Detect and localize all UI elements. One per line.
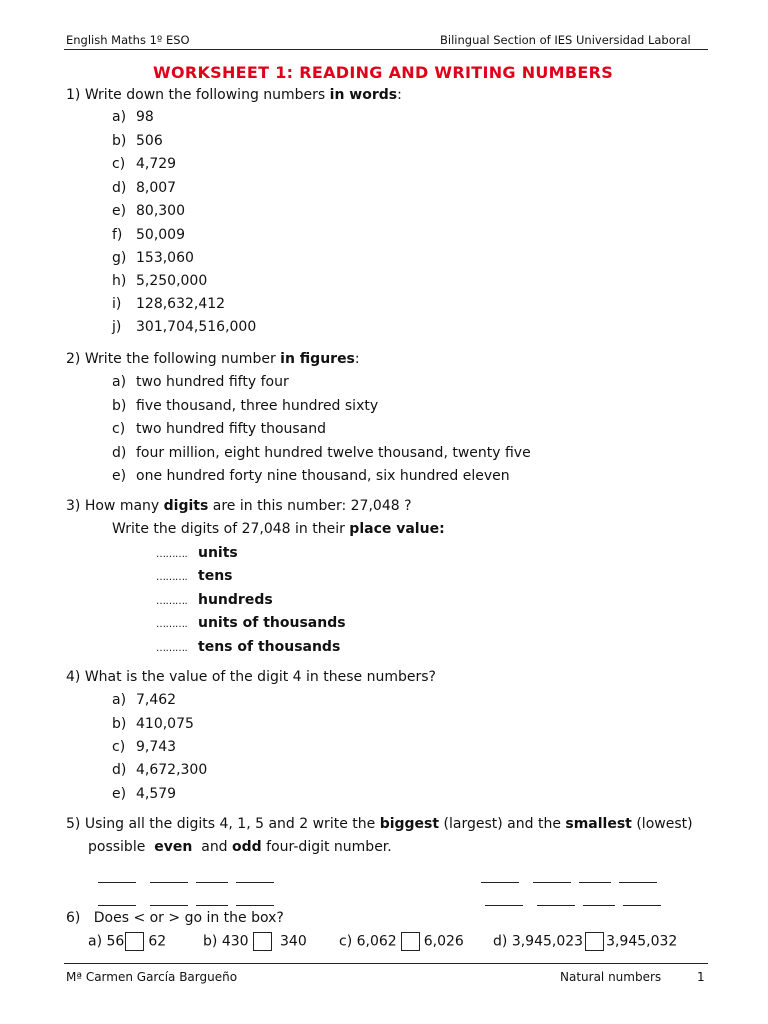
item-value: 410,075 [136,716,194,732]
item-label: c) [112,739,126,755]
q2-item [112,445,531,461]
place-value-line [156,568,233,584]
q2-number: 2) [66,351,81,367]
left-value: 430 [221,933,249,950]
item-label: c) [112,421,126,437]
item-value: two hundred fifty thousand [136,421,327,437]
q4-number: 4) [66,669,81,685]
q5-prompt-line1 [66,816,693,832]
q1-item [112,180,176,196]
q5-biggest: biggest [379,816,440,832]
item-value: 8,007 [136,180,177,196]
q1-prompt [66,87,402,103]
q1-item [112,319,256,335]
q1-item [112,296,225,312]
q3-sub-text: Write the digits of 27,048 in their [112,521,345,537]
q3-subprompt [112,521,445,537]
header-left: English Maths 1º ESO [66,33,190,47]
item-label: e) [112,468,127,484]
dots: ………. [156,619,188,630]
place-label: units [198,545,238,561]
footer-topic: Natural numbers [560,970,662,984]
q2-item [112,421,326,437]
dots: ………. [156,643,188,654]
q5-odd: odd [232,839,262,855]
answer-blanks-smallest-right[interactable] [485,897,661,913]
item-label: h) [112,273,127,289]
q4-text: What is the value of the digit 4 in these numbers? [84,669,436,685]
left-value: 6,062 [356,933,397,950]
item-value: 4,579 [136,786,177,802]
right-value: 3,945,032 [606,933,678,950]
q2-item [112,468,510,484]
item-value: 9,743 [136,739,177,755]
q3-text: How many [84,498,160,514]
q6-item-b [203,932,307,951]
item-value: 50,009 [136,227,185,243]
q6-number: 6) [66,910,81,926]
q6-item-d [493,932,677,951]
item-label: d) [112,762,127,778]
q2-prompt [66,351,360,367]
item-value: 7,462 [136,692,177,708]
answer-box[interactable] [585,932,604,951]
item-label: i) [112,296,122,312]
q6-text: Does < or > go in the box? [93,910,284,926]
q1-item [112,250,194,266]
item-label: e) [112,786,127,802]
q4-item [112,762,207,778]
place-label: tens [198,568,233,584]
q2-item [112,398,378,414]
header-rule [64,49,708,50]
q4-item [112,739,176,755]
page-number: 1 [697,970,705,984]
q4-item [112,692,176,708]
q6-item-c [339,932,464,951]
q5-prompt-line2 [88,839,392,855]
item-label: c) [339,933,353,950]
q1-item [112,156,176,172]
item-label: j) [112,319,122,335]
right-value: 62 [148,933,167,950]
left-value: 3,945,023 [511,933,584,950]
q1-item [112,133,163,149]
q3-bold: digits [163,498,209,514]
q4-item [112,716,194,732]
q4-item [112,786,176,802]
footer-author: Mª Carmen García Bargueño [66,970,238,984]
q5-t1: Using all the digits 4, 1, 5 and 2 write the [84,816,376,832]
q5-even: even [154,839,193,855]
right-value: 6,026 [423,933,464,950]
item-value: 128,632,412 [136,296,226,312]
dots: ………. [156,549,188,560]
answer-box[interactable] [253,932,272,951]
item-label: d) [112,180,127,196]
q1-text: Write down the following numbers [84,87,326,103]
q2-item [112,374,289,390]
answer-blanks-biggest-left[interactable] [98,874,274,890]
q6-prompt [66,910,284,926]
q1-number: 1) [66,87,81,103]
item-label: d) [112,445,127,461]
item-value: 506 [136,133,163,149]
header-right: Bilingual Section of IES Universidad Laboral [440,33,691,47]
item-label: b) [112,398,127,414]
item-label: c) [112,156,126,172]
item-value: 98 [136,109,154,125]
q1-end: : [397,87,402,103]
footer-rule [64,963,708,964]
answer-box[interactable] [401,932,420,951]
q2-end: : [354,351,360,367]
place-value-line [156,615,346,631]
worksheet-title: WORKSHEET 1: READING AND WRITING NUMBERS [153,63,614,82]
item-label: b) [203,933,218,950]
q1-item [112,109,154,125]
item-value: 80,300 [136,203,185,219]
place-value-line [156,592,273,608]
place-value-line [156,545,238,561]
item-value: one hundred forty nine thousand, six hundred eleven [136,468,510,484]
dots: ………. [156,596,188,607]
q3-text2: are in this number: 27,048 ? [212,498,412,514]
answer-box[interactable] [125,932,144,951]
q2-bold: in figures [280,351,355,367]
q3-sub-bold: place value [349,521,440,537]
item-label: g) [112,250,127,266]
q5-smallest: smallest [565,816,632,832]
answer-blanks-biggest-right[interactable] [481,874,657,890]
item-value: two hundred fifty four [136,374,289,390]
q3-number: 3) [66,498,81,514]
q1-item [112,227,185,243]
q5-t2: (largest) and the [443,816,561,832]
q1-bold: in words [329,87,398,103]
dots: ………. [156,572,188,583]
item-label: e) [112,203,127,219]
q1-item [112,203,185,219]
item-value: five thousand, three hundred sixty [136,398,379,414]
item-label: f) [112,227,123,243]
item-label: a) [88,933,103,950]
q3-sub-end: : [439,521,445,537]
place-label: units of thousands [198,615,346,631]
item-label: a) [112,374,127,390]
q5-t4: possible [88,839,146,855]
place-label: hundreds [198,592,273,608]
right-value: 340 [280,933,307,950]
q5-t6: four-digit number. [266,839,392,855]
q5-number: 5) [66,816,81,832]
q1-item [112,273,207,289]
q3-prompt [66,498,412,514]
place-value-line [156,639,340,655]
q5-t5: and [201,839,228,855]
item-label: a) [112,692,127,708]
q6-item-a [88,932,166,951]
q5-t3: (lowest) [636,816,693,832]
item-label: b) [112,133,127,149]
item-value: 301,704,516,000 [136,319,257,335]
q4-prompt [66,669,436,685]
item-value: 5,250,000 [136,273,208,289]
item-value: 4,672,300 [136,762,208,778]
q2-text: Write the following number [84,351,276,367]
item-value: 4,729 [136,156,177,172]
item-label: a) [112,109,127,125]
item-label: b) [112,716,127,732]
item-label: d) [493,933,508,950]
item-value: four million, eight hundred twelve thousand, twenty five [136,445,531,461]
item-value: 153,060 [136,250,194,266]
place-label: tens of thousands [198,639,341,655]
left-value: 56 [106,933,125,950]
